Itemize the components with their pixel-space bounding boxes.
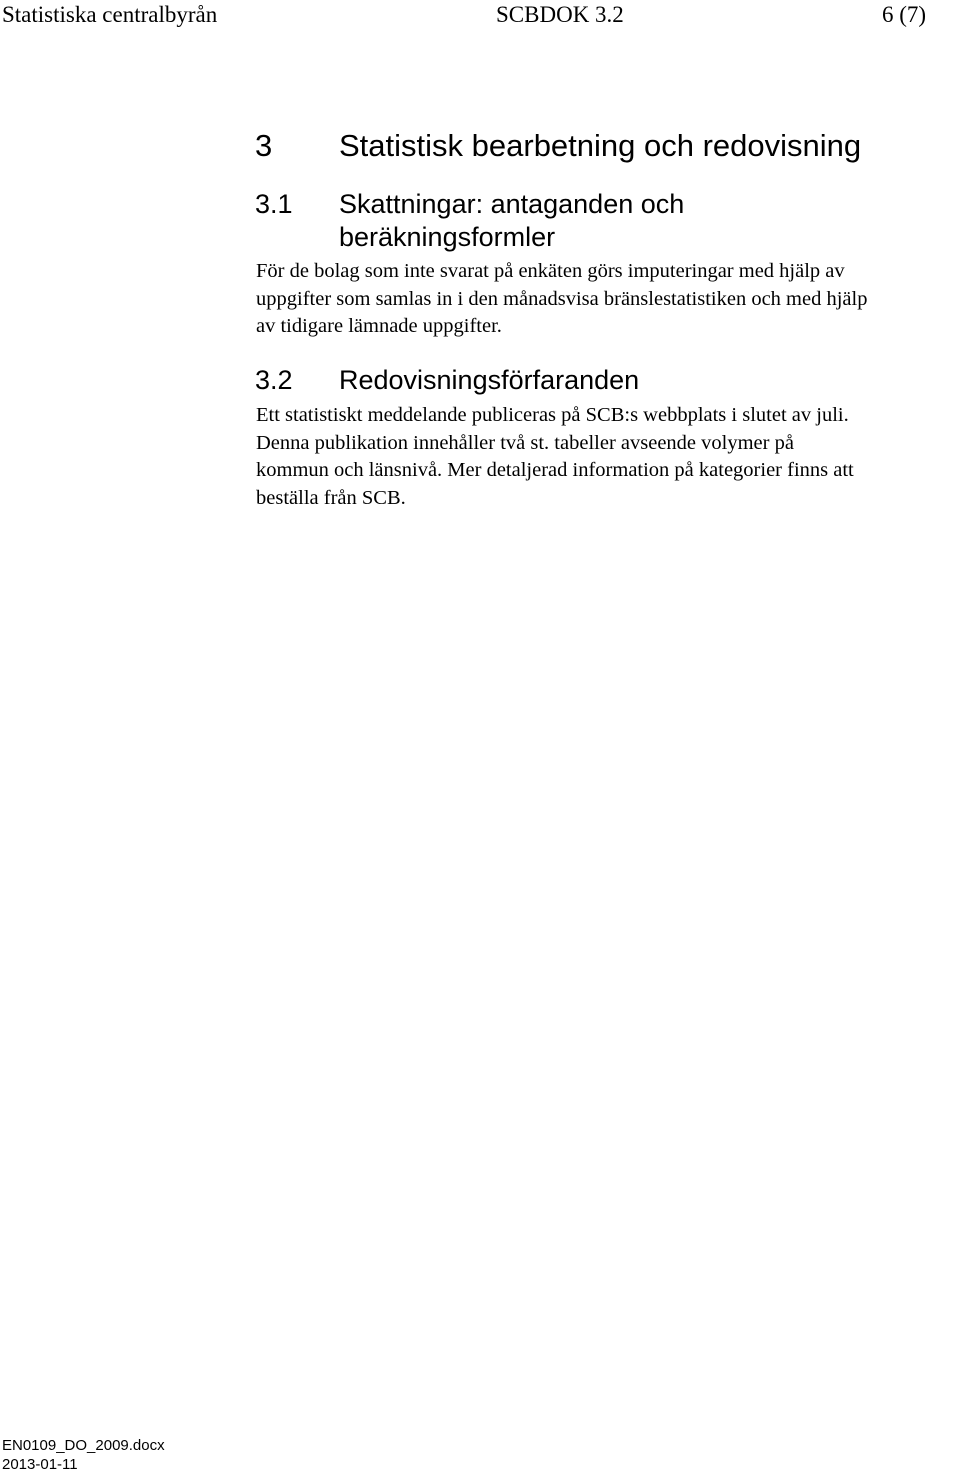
paragraph-line: kommun och länsnivå. Mer detaljerad information på kategorier finns att xyxy=(256,459,854,481)
footer-date: 2013-01-11 xyxy=(2,1456,78,1473)
paragraph-line: uppgifter som samlas in i den månadsvisa bränslestatistiken och med hjälp xyxy=(256,287,868,310)
paragraph-line: beställa från SCB. xyxy=(256,486,406,509)
header-organization: Statistiska centralbyrån xyxy=(2,2,218,27)
paragraph-3-2 xyxy=(256,402,854,512)
subsection-number: 3.2 xyxy=(255,365,293,395)
paragraph-3-1 xyxy=(256,258,867,341)
subsection-heading-3-1 xyxy=(255,188,684,254)
header-page-number: 6 (7) xyxy=(882,2,927,27)
section-title: Statistisk bearbetning och redovisning xyxy=(339,128,862,163)
subsection-number: 3.1 xyxy=(255,189,293,219)
section-number: 3 xyxy=(255,128,273,163)
footer-filename: EN0109_DO_2009.docx xyxy=(2,1437,165,1454)
paragraph-line: För de bolag som inte svarat på enkäten görs imputeringar med hjälp av xyxy=(256,260,845,282)
subsection-heading-3-2 xyxy=(255,364,639,397)
subsection-title-line-2: beräkningsformler xyxy=(339,222,556,252)
paragraph-line: av tidigare lämnade uppgifter. xyxy=(256,315,502,337)
header-document-id: SCBDOK 3.2 xyxy=(496,2,624,27)
subsection-title-line-1: Skattningar: antaganden och xyxy=(339,189,685,219)
paragraph-line: Ett statistiskt meddelande publiceras på SCB:s webbplats i slutet av juli. xyxy=(256,404,849,426)
subsection-title: Redovisningsförfaranden xyxy=(339,365,640,395)
paragraph-line: Denna publikation innehåller två st. tabeller avseende volymer på xyxy=(256,431,794,454)
section-heading xyxy=(255,127,861,165)
page-header xyxy=(0,0,960,32)
